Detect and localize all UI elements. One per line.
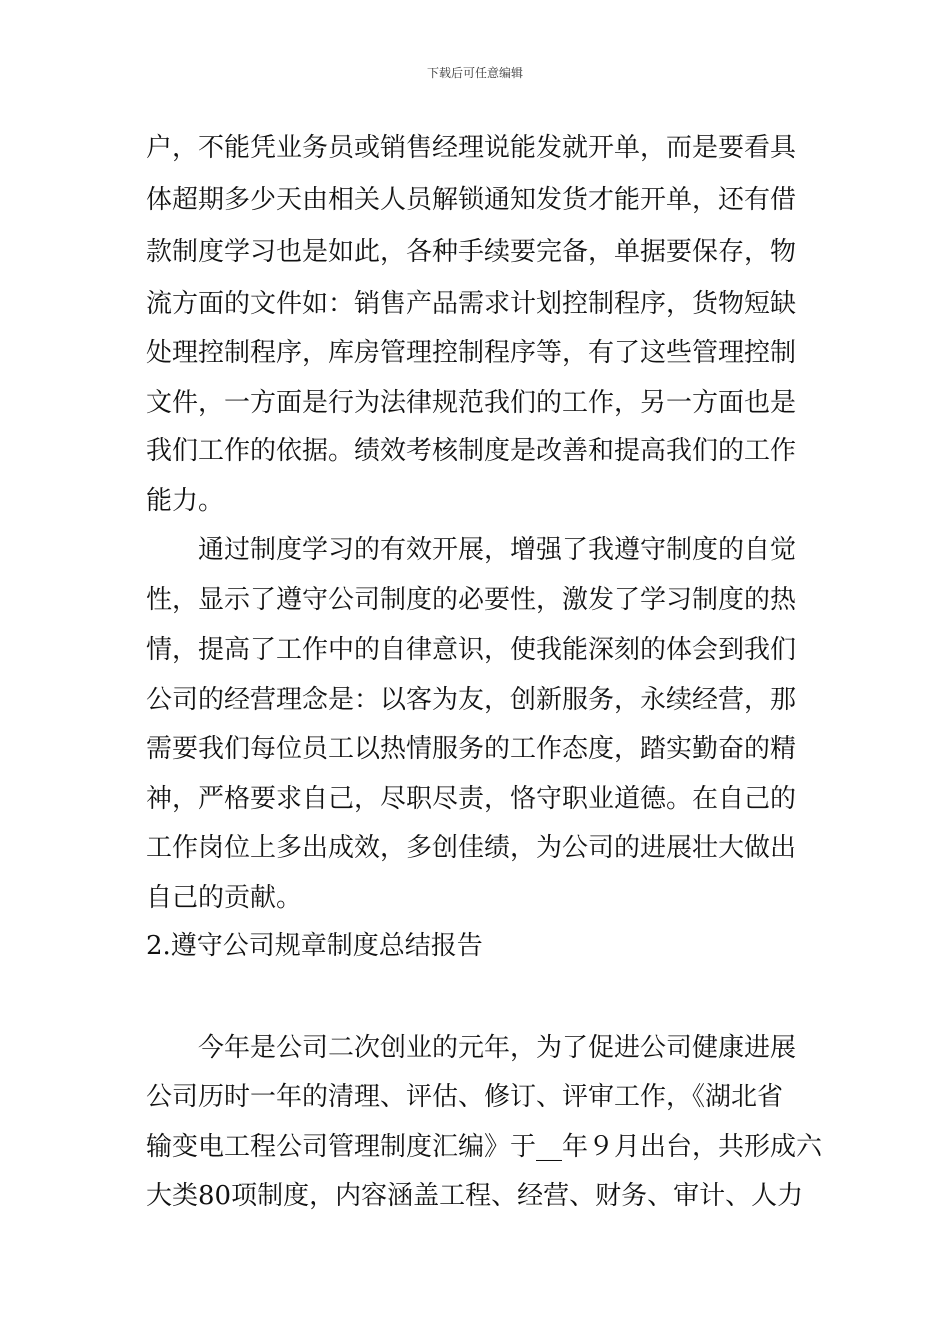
body-line: 款制度学习也是如此，各种手续要完备，单据要保存，物 (146, 237, 797, 267)
section-heading: 2.遵守公司规章制度总结报告 (146, 931, 483, 961)
body-line: 我们工作的依据。绩效考核制度是改善和提高我们的工作 (146, 436, 797, 466)
body-line: 流方面的文件如：销售产品需求计划控制程序，货物短缺 (146, 289, 797, 319)
body-line: 能力。 (146, 486, 225, 516)
body-line: 性，显示了遵守公司制度的必要性，激发了学习制度的热 (146, 585, 797, 615)
body-line: 公司的经营理念是：以客为友，创新服务，永续经营，那 (146, 685, 797, 715)
body-line: 输变电工程公司管理制度汇编》于__年９月出台，共形成六 (146, 1132, 823, 1162)
body-line: 情，提高了工作中的自律意识，使我能深刻的体会到我们 (146, 635, 797, 665)
body-line: 大类80项制度，内容涵盖工程、经营、财务、审计、人力 (146, 1181, 804, 1211)
body-line: 处理控制程序，库房管理控制程序等，有了这些管理控制 (146, 338, 797, 368)
body-line: 工作岗位上多出成效，多创佳绩，为公司的进展壮大做出 (146, 833, 797, 863)
body-line: 户，不能凭业务员或销售经理说能发就开单，而是要看具 (146, 133, 797, 163)
body-line: 需要我们每位员工以热情服务的工作态度，踏实勤奋的精 (146, 734, 797, 764)
body-line: 体超期多少天由相关人员解锁通知发货才能开单，还有借 (146, 185, 797, 215)
body-line: 公司历时一年的清理、评估、修订、评审工作，《湖北省 (146, 1082, 784, 1112)
page-header: 下载后可任意编辑 (426, 66, 523, 80)
body-line: 通过制度学习的有效开展，增强了我遵守制度的自觉 (146, 535, 797, 565)
body-line: 今年是公司二次创业的元年，为了促进公司健康进展 (146, 1033, 797, 1063)
body-line: 自己的贡献。 (146, 883, 303, 913)
body-line: 神，严格要求自己，尽职尽责，恪守职业道德。在自己的 (146, 784, 797, 814)
body-line: 文件，一方面是行为法律规范我们的工作，另一方面也是 (146, 388, 797, 418)
